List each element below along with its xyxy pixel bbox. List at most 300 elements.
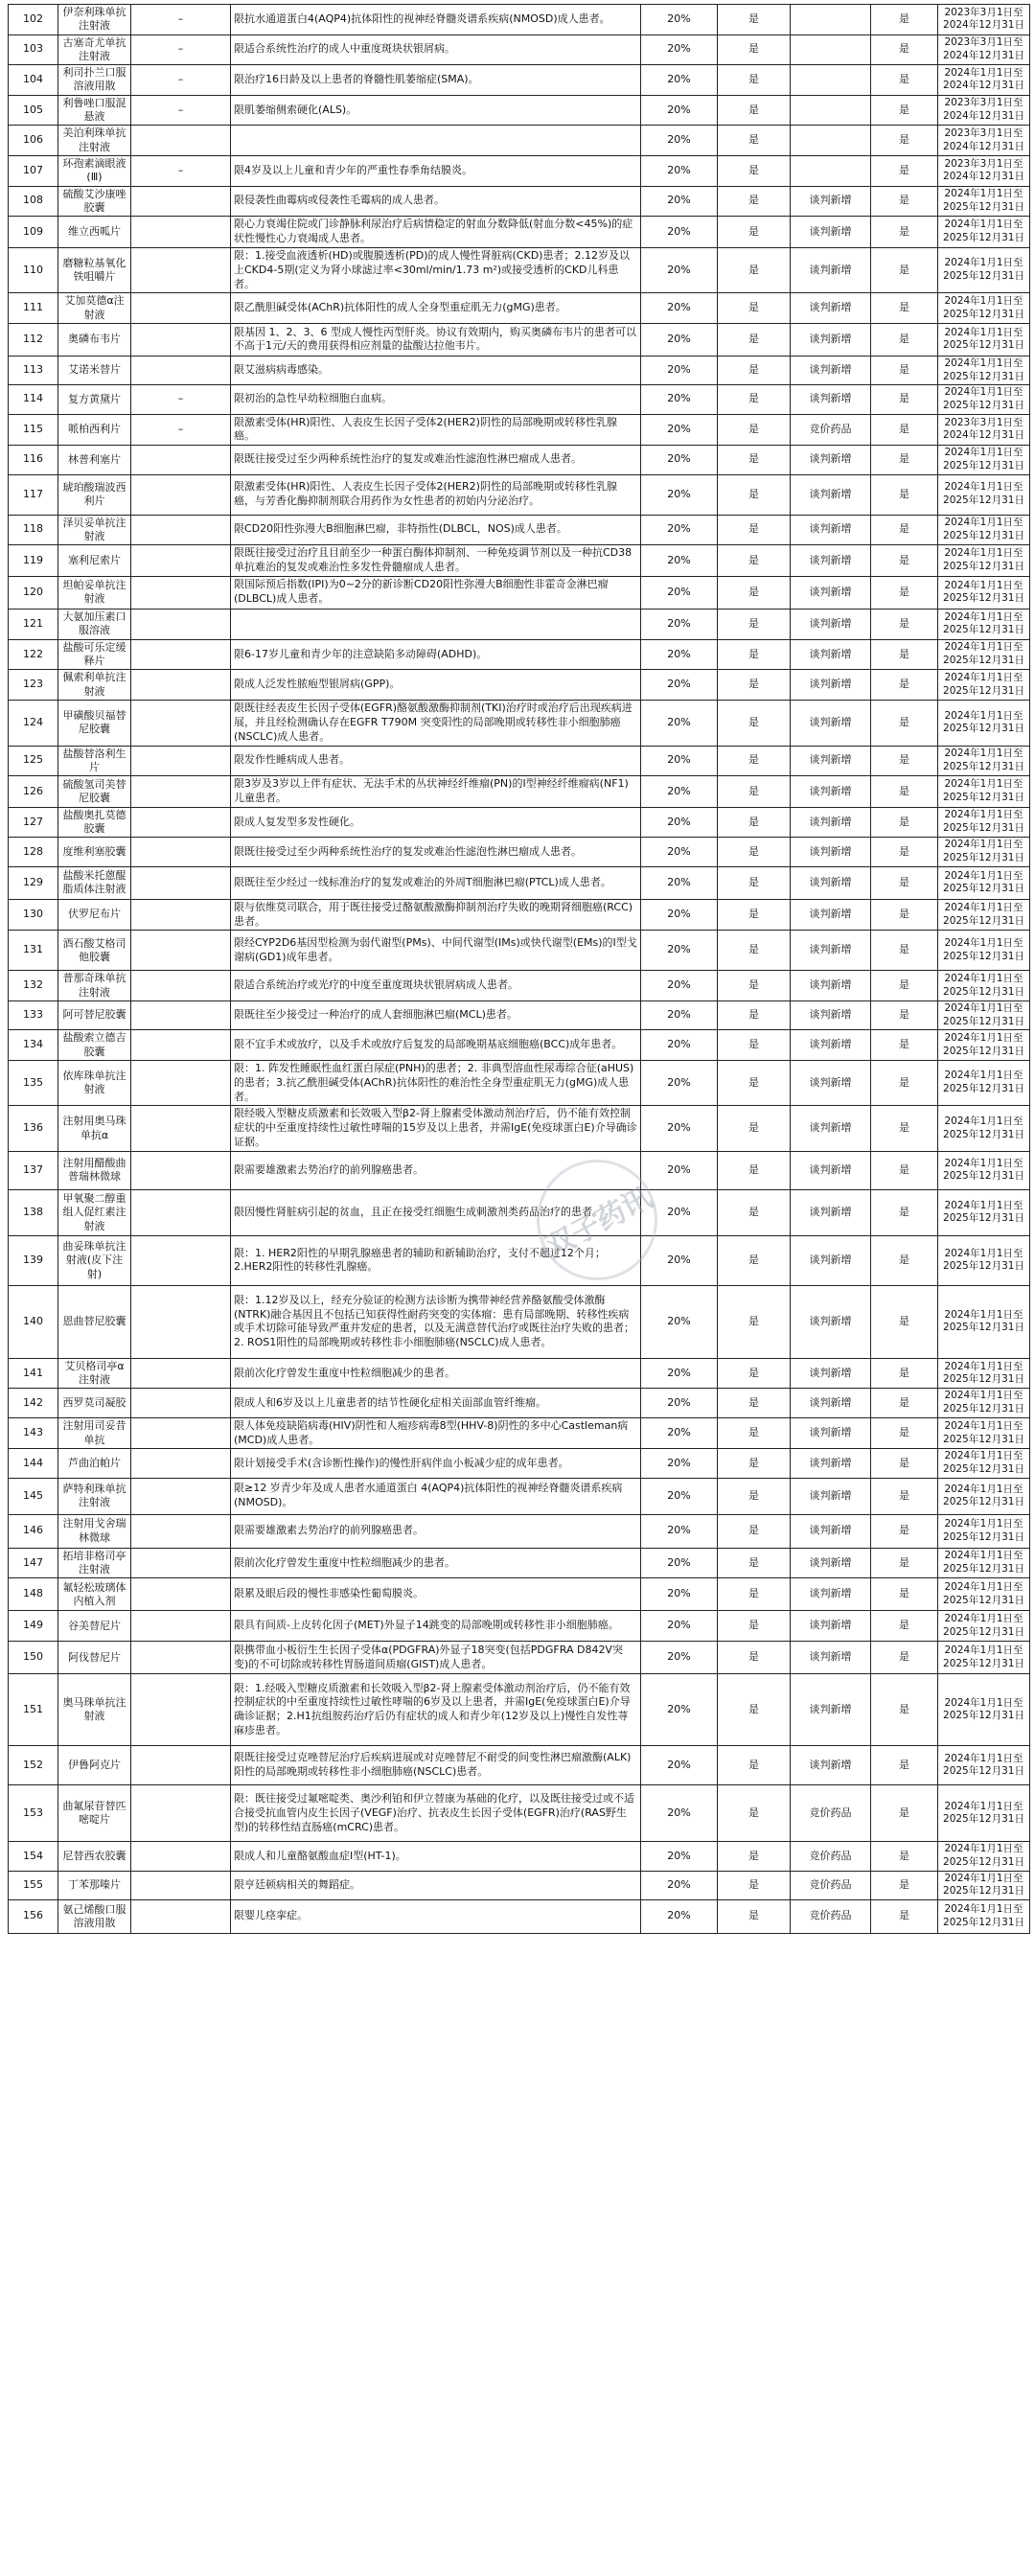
drug-name: 阿伐替尼片	[58, 1642, 131, 1674]
source-type: 谈判新增	[791, 1189, 871, 1235]
table-row	[9, 1842, 1030, 1871]
watermark-text: 双子药讯	[540, 1181, 657, 1265]
included-flag: 是	[871, 474, 938, 515]
restriction-text: 限4岁及以上儿童和青少年的严重性春季角结膜炎。	[231, 155, 641, 186]
row-number: 132	[9, 971, 58, 1001]
row-number: 103	[9, 34, 58, 65]
source-type: 谈判新增	[791, 807, 871, 838]
self-pay-ratio: 20%	[641, 1842, 718, 1871]
included-flag: 是	[871, 1871, 938, 1899]
self-pay-ratio: 20%	[641, 247, 718, 293]
included-flag: 是	[871, 1060, 938, 1106]
restriction-text: 限侵袭性曲霉病或侵袭性毛霉病的成人患者。	[231, 186, 641, 217]
restriction-text: 限：1. HER2阳性的早期乳腺癌患者的辅助和新辅助治疗，支付不超过12个月；2.HER2阳性的转移性乳腺癌。	[231, 1235, 641, 1285]
self-pay-ratio: 20%	[641, 931, 718, 971]
validity-period: 2024年1月1日至2025年12月31日	[938, 609, 1030, 639]
included-flag: 是	[871, 155, 938, 186]
table-row	[9, 5, 1030, 35]
row-number: 142	[9, 1389, 58, 1417]
included-flag: 是	[871, 639, 938, 670]
source-type: 谈判新增	[791, 1746, 871, 1785]
row-number: 133	[9, 1000, 58, 1029]
negotiated-flag: 是	[718, 155, 791, 186]
dosage-cell	[131, 807, 231, 838]
source-type: 谈判新增	[791, 1611, 871, 1642]
table-row	[9, 899, 1030, 931]
dosage-cell	[131, 1358, 231, 1389]
validity-period: 2024年1月1日至2025年12月31日	[938, 323, 1030, 356]
included-flag: 是	[871, 899, 938, 931]
source-type: 谈判新增	[791, 385, 871, 414]
self-pay-ratio: 20%	[641, 446, 718, 474]
table-row	[9, 1578, 1030, 1611]
validity-period: 2024年1月1日至2025年12月31日	[938, 1785, 1030, 1842]
self-pay-ratio: 20%	[641, 356, 718, 384]
drug-name: 酒石酸艾格司他胶囊	[58, 931, 131, 971]
validity-period: 2024年1月1日至2025年12月31日	[938, 1478, 1030, 1514]
restriction-text: 限既往经表皮生长因子受体(EGFR)酪氨酸激酶抑制剂(TKI)治疗时或治疗后出现疾病进展，并且经检测确认存在EGFR T790M 突变阳性的局部晚期或转移性非小细胞肺癌(NSCLC)成人患者。	[231, 700, 641, 746]
table-row	[9, 65, 1030, 96]
included-flag: 是	[871, 1611, 938, 1642]
self-pay-ratio: 20%	[641, 1899, 718, 1933]
drug-name: 谷美替尼片	[58, 1611, 131, 1642]
source-type: 谈判新增	[791, 746, 871, 776]
drug-name: 利司扑兰口服溶液用散	[58, 65, 131, 96]
restriction-text: 限计划接受手术(含诊断性操作)的慢性肝病伴血小板减少症的成年患者。	[231, 1449, 641, 1478]
restriction-text: 限激素受体(HR)阳性、人表皮生长因子受体2(HER2)阴性的局部晚期或转移性乳腺癌，与芳香化酶抑制剂联合用药作为女性患者的初始内分泌治疗。	[231, 474, 641, 515]
included-flag: 是	[871, 1151, 938, 1189]
table-row	[9, 1189, 1030, 1235]
source-type: 竞价药品	[791, 1871, 871, 1899]
included-flag: 是	[871, 1548, 938, 1578]
included-flag: 是	[871, 217, 938, 248]
negotiated-flag: 是	[718, 356, 791, 384]
validity-period: 2024年1月1日至2025年12月31日	[938, 1030, 1030, 1061]
source-type: 谈判新增	[791, 545, 871, 577]
dosage-cell	[131, 515, 231, 545]
dosage-cell	[131, 1389, 231, 1417]
source-type: 谈判新增	[791, 1478, 871, 1514]
validity-period: 2024年1月1日至2025年12月31日	[938, 866, 1030, 899]
table-row	[9, 866, 1030, 899]
row-number: 114	[9, 385, 58, 414]
table-row	[9, 155, 1030, 186]
negotiated-flag: 是	[718, 1235, 791, 1285]
negotiated-flag: 是	[718, 1060, 791, 1106]
source-type: 竞价药品	[791, 1899, 871, 1933]
drug-name: 艾诺米替片	[58, 356, 131, 384]
validity-period: 2024年1月1日至2025年12月31日	[938, 1642, 1030, 1674]
source-type: 谈判新增	[791, 1514, 871, 1548]
source-type: 谈判新增	[791, 247, 871, 293]
included-flag: 是	[871, 515, 938, 545]
restriction-text: 限：1.经吸入型糖皮质激素和长效吸入型β2-肾上腺素受体激动剂治疗后，仍不能有效控制症状的中至重度持续性过敏性哮喘的6岁及以上患者，并需IgE(免疫球蛋白E)介导确诊证据；2.H1抗组胺药治疗后仍有症状的成人和青少年(12岁及以上)慢性自发性荨麻疹患者。	[231, 1674, 641, 1746]
self-pay-ratio: 20%	[641, 1285, 718, 1358]
drug-name: 曲妥珠单抗注射液(皮下注射)	[58, 1235, 131, 1285]
validity-period: 2024年1月1日至2025年12月31日	[938, 931, 1030, 971]
table-row	[9, 776, 1030, 808]
table-row	[9, 323, 1030, 356]
row-number: 104	[9, 65, 58, 96]
negotiated-flag: 是	[718, 1674, 791, 1746]
included-flag: 是	[871, 1106, 938, 1152]
dosage-cell	[131, 1899, 231, 1933]
restriction-text: 限既往接受过治疗且目前至少一种蛋白酶体抑制剂、一种免疫调节剂以及一种抗CD38单抗难治的复发或难治性多发性骨髓瘤成人患者。	[231, 545, 641, 577]
source-type: 谈判新增	[791, 1417, 871, 1449]
validity-period: 2024年1月1日至2025年12月31日	[938, 385, 1030, 414]
self-pay-ratio: 20%	[641, 1611, 718, 1642]
self-pay-ratio: 20%	[641, 155, 718, 186]
row-number: 110	[9, 247, 58, 293]
negotiated-flag: 是	[718, 1548, 791, 1578]
validity-period: 2024年1月1日至2025年12月31日	[938, 1417, 1030, 1449]
row-number: 153	[9, 1785, 58, 1842]
self-pay-ratio: 20%	[641, 746, 718, 776]
self-pay-ratio: 20%	[641, 293, 718, 324]
drug-name: 萨特利珠单抗注射液	[58, 1478, 131, 1514]
drug-name: 塞利尼索片	[58, 545, 131, 577]
source-type: 谈判新增	[791, 515, 871, 545]
restriction-text: 限艾滋病病毒感染。	[231, 356, 641, 384]
dosage-cell	[131, 1449, 231, 1478]
restriction-text: 限抗水通道蛋白4(AQP4)抗体阳性的视神经脊髓炎谱系疾病(NMOSD)成人患者。	[231, 5, 641, 35]
drug-name: 维立西呱片	[58, 217, 131, 248]
drug-name: 依库珠单抗注射液	[58, 1060, 131, 1106]
included-flag: 是	[871, 414, 938, 446]
negotiated-flag: 是	[718, 1478, 791, 1514]
source-type	[791, 65, 871, 96]
dosage-cell: –	[131, 414, 231, 446]
row-number: 129	[9, 866, 58, 899]
table-row	[9, 186, 1030, 217]
drug-name: 艾贝格司亭α注射液	[58, 1358, 131, 1389]
restriction-text: 限≥12 岁青少年及成人患者水通道蛋白 4(AQP4)抗体阳性的视神经脊髓炎谱系疾病(NMOSD)。	[231, 1478, 641, 1514]
row-number: 115	[9, 414, 58, 446]
included-flag: 是	[871, 1899, 938, 1933]
row-number: 150	[9, 1642, 58, 1674]
validity-period: 2024年1月1日至2025年12月31日	[938, 1899, 1030, 1933]
negotiated-flag: 是	[718, 1358, 791, 1389]
validity-period: 2024年1月1日至2025年12月31日	[938, 186, 1030, 217]
dosage-cell	[131, 1060, 231, 1106]
self-pay-ratio: 20%	[641, 1000, 718, 1029]
row-number: 140	[9, 1285, 58, 1358]
row-number: 121	[9, 609, 58, 639]
dosage-cell	[131, 1478, 231, 1514]
negotiated-flag: 是	[718, 1514, 791, 1548]
source-type: 谈判新增	[791, 776, 871, 808]
drug-name: 奥磷布韦片	[58, 323, 131, 356]
self-pay-ratio: 20%	[641, 1449, 718, 1478]
validity-period: 2024年1月1日至2025年12月31日	[938, 1358, 1030, 1389]
included-flag: 是	[871, 838, 938, 866]
restriction-text: 限：1.接受血液透析(HD)或腹膜透析(PD)的成人慢性肾脏病(CKD)患者；2.12岁及以上CKD4-5期(定义为肾小球滤过率<30ml/min/1.73 m²)或接受透析的CKD儿科患者。	[231, 247, 641, 293]
self-pay-ratio: 20%	[641, 1578, 718, 1611]
row-number: 106	[9, 126, 58, 156]
restriction-text: 限：1.12岁及以上，经充分验证的检测方法诊断为携带神经营养酪氨酸受体激酶(NTRK)融合基因且不包括已知获得性耐药突变的实体瘤：患有局部晚期、转移性疾病或手术切除可能导致严重并发症的患者，以及无满意替代治疗或既往治疗失败的患者；2. ROS1阳性的局部晚期或转移性非小细胞肺癌(NSCLC)成人患者。	[231, 1285, 641, 1358]
negotiated-flag: 是	[718, 247, 791, 293]
row-number: 144	[9, 1449, 58, 1478]
drug-name: 佩索利单抗注射液	[58, 670, 131, 701]
row-number: 154	[9, 1842, 58, 1871]
negotiated-flag: 是	[718, 34, 791, 65]
restriction-text: 限乙酰胆碱受体(AChR)抗体阳性的成人全身型重症肌无力(gMG)患者。	[231, 293, 641, 324]
included-flag: 是	[871, 1235, 938, 1285]
included-flag: 是	[871, 186, 938, 217]
restriction-text: 限前次化疗曾发生重度中性粒细胞减少的患者。	[231, 1358, 641, 1389]
source-type: 谈判新增	[791, 1235, 871, 1285]
validity-period: 2023年3月1日至2024年12月31日	[938, 34, 1030, 65]
source-type: 谈判新增	[791, 1285, 871, 1358]
table-row	[9, 545, 1030, 577]
restriction-text: 限发作性睡病成人患者。	[231, 746, 641, 776]
dosage-cell	[131, 126, 231, 156]
self-pay-ratio: 20%	[641, 1060, 718, 1106]
restriction-text: 限既往至少接受过一种治疗的成人套细胞淋巴瘤(MCL)患者。	[231, 1000, 641, 1029]
table-row	[9, 217, 1030, 248]
source-type: 谈判新增	[791, 474, 871, 515]
row-number: 127	[9, 807, 58, 838]
source-type: 谈判新增	[791, 838, 871, 866]
restriction-text: 限经CYP2D6基因型检测为弱代谢型(PMs)、中间代谢型(IMs)或快代谢型(EMs)的Ⅰ型戈谢病(GD1)成年患者。	[231, 931, 641, 971]
restriction-text: 限成人和儿童酪氨酸血症Ⅰ型(HT-1)。	[231, 1842, 641, 1871]
row-number: 138	[9, 1189, 58, 1235]
included-flag: 是	[871, 931, 938, 971]
row-number: 135	[9, 1060, 58, 1106]
table-row	[9, 414, 1030, 446]
validity-period: 2024年1月1日至2025年12月31日	[938, 838, 1030, 866]
self-pay-ratio: 20%	[641, 1674, 718, 1746]
table-row	[9, 1478, 1030, 1514]
restriction-text: 限前次化疗曾发生重度中性粒细胞减少的患者。	[231, 1548, 641, 1578]
drug-name: 甲氧聚二醇重组人促红素注射液	[58, 1189, 131, 1235]
included-flag: 是	[871, 1785, 938, 1842]
table-row	[9, 971, 1030, 1001]
drug-list-table	[8, 4, 1030, 1934]
row-number: 117	[9, 474, 58, 515]
restriction-text: 限6-17岁儿童和青少年的注意缺陷多动障碍(ADHD)。	[231, 639, 641, 670]
included-flag: 是	[871, 866, 938, 899]
table-row	[9, 356, 1030, 384]
dosage-cell	[131, 293, 231, 324]
restriction-text: 限既往接受过至少两种系统性治疗的复发或难治性滤泡性淋巴瘤成人患者。	[231, 446, 641, 474]
source-type: 谈判新增	[791, 1000, 871, 1029]
validity-period: 2024年1月1日至2025年12月31日	[938, 1235, 1030, 1285]
self-pay-ratio: 20%	[641, 971, 718, 1001]
dosage-cell: –	[131, 95, 231, 126]
negotiated-flag: 是	[718, 545, 791, 577]
dosage-cell	[131, 1548, 231, 1578]
included-flag: 是	[871, 1285, 938, 1358]
drug-name: 泽贝妥单抗注射液	[58, 515, 131, 545]
restriction-text: 限携带血小板衍生生长因子受体α(PDGFRA)外显子18突变(包括PDGFRA D842V突变)的不可切除或转移性胃肠道间质瘤(GIST)成人患者。	[231, 1642, 641, 1674]
included-flag: 是	[871, 807, 938, 838]
dosage-cell	[131, 1642, 231, 1674]
self-pay-ratio: 20%	[641, 609, 718, 639]
dosage-cell	[131, 474, 231, 515]
self-pay-ratio: 20%	[641, 1871, 718, 1899]
source-type: 谈判新增	[791, 866, 871, 899]
negotiated-flag: 是	[718, 1417, 791, 1449]
drug-name: 利鲁唑口服混悬液	[58, 95, 131, 126]
row-number: 137	[9, 1151, 58, 1189]
dosage-cell	[131, 746, 231, 776]
row-number: 124	[9, 700, 58, 746]
negotiated-flag: 是	[718, 293, 791, 324]
table-row	[9, 1235, 1030, 1285]
source-type: 谈判新增	[791, 1578, 871, 1611]
dosage-cell	[131, 1674, 231, 1746]
table-row	[9, 807, 1030, 838]
negotiated-flag: 是	[718, 1389, 791, 1417]
source-type: 谈判新增	[791, 639, 871, 670]
self-pay-ratio: 20%	[641, 5, 718, 35]
included-flag: 是	[871, 609, 938, 639]
self-pay-ratio: 20%	[641, 807, 718, 838]
source-type: 谈判新增	[791, 609, 871, 639]
drug-name: 氟轻松玻璃体内植入剂	[58, 1578, 131, 1611]
validity-period: 2024年1月1日至2025年12月31日	[938, 1674, 1030, 1746]
drug-name: 磨糖粒基氧化铁咀嚼片	[58, 247, 131, 293]
negotiated-flag: 是	[718, 971, 791, 1001]
table-row	[9, 247, 1030, 293]
table-row	[9, 515, 1030, 545]
self-pay-ratio: 20%	[641, 838, 718, 866]
row-number: 112	[9, 323, 58, 356]
self-pay-ratio: 20%	[641, 1514, 718, 1548]
row-number: 122	[9, 639, 58, 670]
dosage-cell	[131, 186, 231, 217]
source-type: 谈判新增	[791, 700, 871, 746]
drug-name: 注射用醋酸曲普瑞林微球	[58, 1151, 131, 1189]
validity-period: 2024年1月1日至2025年12月31日	[938, 670, 1030, 701]
restriction-text: 限因慢性肾脏病引起的贫血，且正在接受红细胞生成刺激剂类药品治疗的患者。	[231, 1189, 641, 1235]
restriction-text: 限治疗16日龄及以上患者的脊髓性肌萎缩症(SMA)。	[231, 65, 641, 96]
table-row	[9, 639, 1030, 670]
restriction-text: 限适合系统治疗或光疗的中度至重度斑块状银屑病成人患者。	[231, 971, 641, 1001]
included-flag: 是	[871, 34, 938, 65]
table-row	[9, 446, 1030, 474]
validity-period: 2024年1月1日至2025年12月31日	[938, 971, 1030, 1001]
source-type	[791, 5, 871, 35]
drug-name: 甲磺酸贝福替尼胶囊	[58, 700, 131, 746]
self-pay-ratio: 20%	[641, 217, 718, 248]
validity-period: 2024年1月1日至2025年12月31日	[938, 293, 1030, 324]
dosage-cell	[131, 838, 231, 866]
row-number: 143	[9, 1417, 58, 1449]
self-pay-ratio: 20%	[641, 474, 718, 515]
negotiated-flag: 是	[718, 1785, 791, 1842]
table-row	[9, 1449, 1030, 1478]
included-flag: 是	[871, 670, 938, 701]
row-number: 102	[9, 5, 58, 35]
self-pay-ratio: 20%	[641, 1030, 718, 1061]
row-number: 139	[9, 1235, 58, 1285]
restriction-text: 限累及眼后段的慢性非感染性葡萄膜炎。	[231, 1578, 641, 1611]
validity-period: 2024年1月1日至2025年12月31日	[938, 1746, 1030, 1785]
drug-name: 普那奇珠单抗注射液	[58, 971, 131, 1001]
included-flag: 是	[871, 1514, 938, 1548]
self-pay-ratio: 20%	[641, 1235, 718, 1285]
self-pay-ratio: 20%	[641, 1189, 718, 1235]
drug-name: 伊鲁阿克片	[58, 1746, 131, 1785]
source-type: 竞价药品	[791, 1842, 871, 1871]
negotiated-flag: 是	[718, 126, 791, 156]
drug-name: 注射用司妥昔单抗	[58, 1417, 131, 1449]
row-number: 147	[9, 1548, 58, 1578]
row-number: 123	[9, 670, 58, 701]
validity-period: 2024年1月1日至2025年12月31日	[938, 1611, 1030, 1642]
negotiated-flag: 是	[718, 1189, 791, 1235]
restriction-text: 限不宜手术或放疗，以及手术或放疗后复发的局部晚期基底细胞癌(BCC)成年患者。	[231, 1030, 641, 1061]
table-row	[9, 1358, 1030, 1389]
negotiated-flag: 是	[718, 1871, 791, 1899]
included-flag: 是	[871, 446, 938, 474]
row-number: 146	[9, 1514, 58, 1548]
negotiated-flag: 是	[718, 838, 791, 866]
validity-period: 2024年1月1日至2025年12月31日	[938, 1106, 1030, 1152]
included-flag: 是	[871, 1746, 938, 1785]
source-type: 谈判新增	[791, 1106, 871, 1152]
drug-name: 美泊利珠单抗注射液	[58, 126, 131, 156]
table-row	[9, 1746, 1030, 1785]
dosage-cell: –	[131, 34, 231, 65]
included-flag: 是	[871, 65, 938, 96]
drug-name: 林普利塞片	[58, 446, 131, 474]
drug-name: 琥珀酸瑞波西利片	[58, 474, 131, 515]
validity-period: 2024年1月1日至2025年12月31日	[938, 1060, 1030, 1106]
restriction-text: 限基因 1、2、3、6 型成人慢性丙型肝炎。协议有效期内，购买奥磷布韦片的患者可以不高于1元/天的费用获得相应剂量的盐酸达拉他韦片。	[231, 323, 641, 356]
table-row	[9, 126, 1030, 156]
validity-period: 2024年1月1日至2025年12月31日	[938, 217, 1030, 248]
self-pay-ratio: 20%	[641, 776, 718, 808]
self-pay-ratio: 20%	[641, 1417, 718, 1449]
dosage-cell: –	[131, 385, 231, 414]
drug-name: 芦曲泊帕片	[58, 1449, 131, 1478]
included-flag: 是	[871, 1189, 938, 1235]
table-row	[9, 1389, 1030, 1417]
dosage-cell	[131, 1285, 231, 1358]
included-flag: 是	[871, 776, 938, 808]
row-number: 155	[9, 1871, 58, 1899]
table-row	[9, 931, 1030, 971]
restriction-text: 限成人和6岁及以上儿童患者的结节性硬化症相关面部血管纤维瘤。	[231, 1389, 641, 1417]
dosage-cell	[131, 1785, 231, 1842]
validity-period: 2024年1月1日至2025年12月31日	[938, 1000, 1030, 1029]
self-pay-ratio: 20%	[641, 1151, 718, 1189]
restriction-text: 限成人复发型多发性硬化。	[231, 807, 641, 838]
included-flag: 是	[871, 385, 938, 414]
restriction-text: 限亨廷顿病相关的舞蹈症。	[231, 1871, 641, 1899]
validity-period: 2024年1月1日至2025年12月31日	[938, 1578, 1030, 1611]
dosage-cell	[131, 1578, 231, 1611]
restriction-text: 限既往接受过至少两种系统性治疗的复发或难治性滤泡性淋巴瘤成人患者。	[231, 838, 641, 866]
self-pay-ratio: 20%	[641, 545, 718, 577]
dosage-cell	[131, 609, 231, 639]
row-number: 145	[9, 1478, 58, 1514]
self-pay-ratio: 20%	[641, 899, 718, 931]
source-type: 谈判新增	[791, 1030, 871, 1061]
drug-name: 硫酸氢司美替尼胶囊	[58, 776, 131, 808]
drug-name: 古塞奇尤单抗注射液	[58, 34, 131, 65]
validity-period: 2024年1月1日至2025年12月31日	[938, 776, 1030, 808]
restriction-text: 限经吸入型糖皮质激素和长效吸入型β2-肾上腺素受体激动剂治疗后，仍不能有效控制症状的中至重度持续性过敏性哮喘的15岁及以上患者，并需IgE(免疫球蛋白E)介导确诊证据。	[231, 1106, 641, 1152]
source-type: 竞价药品	[791, 414, 871, 446]
negotiated-flag: 是	[718, 700, 791, 746]
restriction-text	[231, 609, 641, 639]
restriction-text: 限初治的急性早幼粒细胞白血病。	[231, 385, 641, 414]
source-type: 谈判新增	[791, 931, 871, 971]
